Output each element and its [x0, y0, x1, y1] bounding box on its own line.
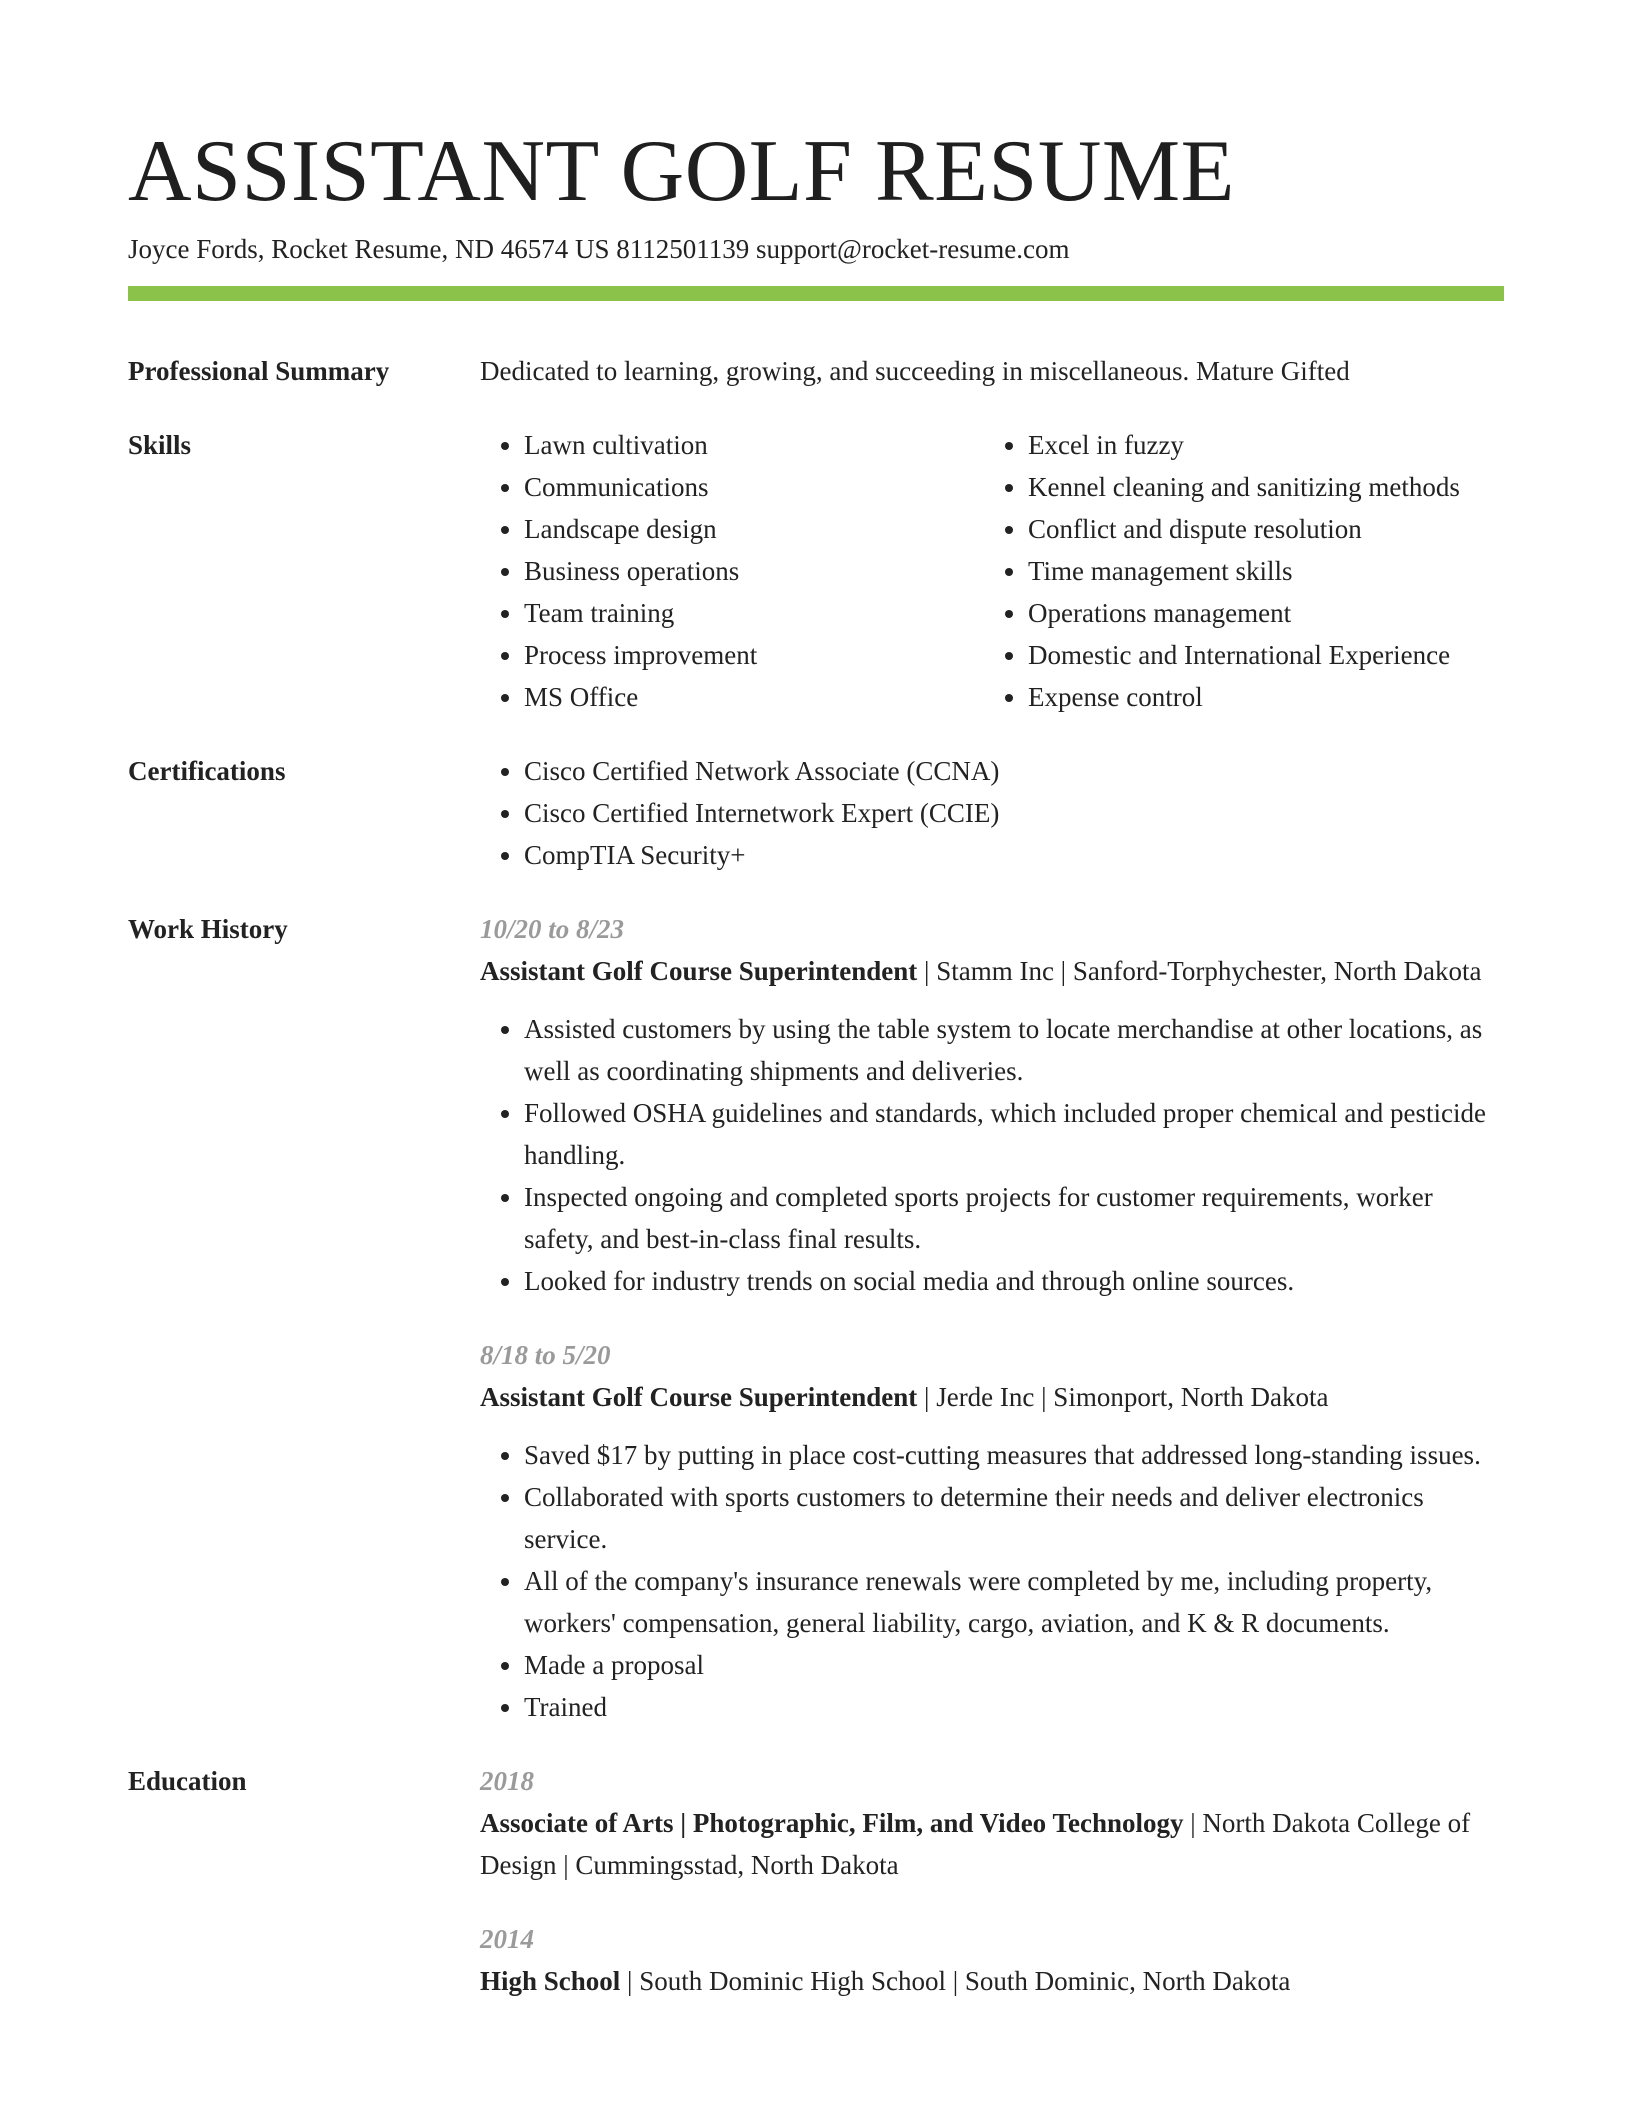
job-bullet: • Inspected ongoing and completed sports projects for customer requirements, worker safety, and best-in-class final results. [524, 1176, 1504, 1260]
job-bullet: • Saved $17 by putting in place cost-cutting measures that addressed long-standing issues. [524, 1434, 1504, 1476]
skill-item: • Team training [524, 592, 984, 634]
education-details: | South Dominic High School | South Dominic, North Dakota [620, 1966, 1291, 1996]
work-history-section [128, 908, 1504, 1760]
skills-section [128, 424, 1504, 718]
job-entry [480, 1334, 1504, 1728]
job-dates: 10/20 to 8/23 [480, 914, 625, 944]
accent-divider [128, 286, 1504, 301]
section-label: Education [128, 1766, 247, 1796]
job-bullet: • All of the company's insurance renewals were completed by me, including property, workers' compensation, general liability, cargo, aviation, and K & R documents. [524, 1560, 1504, 1644]
job-details: | Jerde Inc | Simonport, North Dakota [917, 1382, 1329, 1412]
skill-item: • Lawn cultivation [524, 424, 984, 466]
skill-item: • Communications [524, 466, 984, 508]
skill-item: • Expense control [1028, 676, 1488, 718]
section-label: Skills [128, 430, 192, 460]
job-bullet: • Followed OSHA guidelines and standards, which included proper chemical and pesticide handling. [524, 1092, 1504, 1176]
certification-item: • Cisco Certified Internetwork Expert (CCIE) [524, 792, 1504, 834]
certification-item: • Cisco Certified Network Associate (CCNA) [524, 750, 1504, 792]
professional-summary-section [128, 350, 1504, 392]
education-heading [480, 1802, 1504, 1886]
skill-item: • Excel in fuzzy [1028, 424, 1488, 466]
skill-item: • Domestic and International Experience [1028, 634, 1488, 676]
skills-column-left [480, 424, 984, 718]
job-bullet: • Made a proposal [524, 1644, 1504, 1686]
job-dates: 8/18 to 5/20 [480, 1340, 611, 1370]
skill-item: • Conflict and dispute resolution [1028, 508, 1488, 550]
education-heading [480, 1960, 1504, 2002]
job-title: Assistant Golf Course Superintendent [480, 1382, 918, 1412]
job-heading [480, 950, 1504, 992]
education-details: | North Dakota College of Design | Cummingsstad, North Dakota [480, 1808, 1471, 1880]
education-section [128, 1760, 1504, 2034]
job-title: Assistant Golf Course Superintendent [480, 956, 918, 986]
job-details: | Stamm Inc | Sanford-Torphychester, North Dakota [917, 956, 1482, 986]
skill-item: • Landscape design [524, 508, 984, 550]
job-heading [480, 1376, 1504, 1418]
skill-item: • Kennel cleaning and sanitizing methods [1028, 466, 1488, 508]
education-entry [480, 1918, 1504, 2002]
certification-item: • CompTIA Security+ [524, 834, 1504, 876]
section-label: Certifications [128, 756, 286, 786]
skill-item: • MS Office [524, 676, 984, 718]
education-entry [480, 1760, 1504, 1886]
contact-line: Joyce Fords, Rocket Resume, ND 46574 US 8112501139 support@rocket-resume.com [128, 234, 1070, 264]
skill-item: • Time management skills [1028, 550, 1488, 592]
job-entry [480, 908, 1504, 1302]
resume-title: ASSISTANT GOLF RESUME [128, 123, 1235, 220]
job-bullet: • Assisted customers by using the table system to locate merchandise at other locations, as well as coordinating shipments and deliveries. [524, 1008, 1504, 1092]
skill-item: • Operations management [1028, 592, 1488, 634]
job-bullet: • Trained [524, 1686, 1504, 1728]
resume-content [128, 350, 1504, 2034]
skills-grid [480, 424, 1504, 718]
certifications-section [128, 750, 1504, 876]
skill-item: • Process improvement [524, 634, 984, 676]
skills-column-right [984, 424, 1488, 718]
education-degree: Associate of Arts | Photographic, Film, and Video Technology [480, 1808, 1184, 1838]
section-label: Work History [128, 914, 288, 944]
education-year: 2014 [480, 1924, 534, 1954]
education-degree: High School [480, 1966, 621, 1996]
job-bullet: • Collaborated with sports customers to determine their needs and deliver electronics service. [524, 1476, 1504, 1560]
skill-item: • Business operations [524, 550, 984, 592]
job-bullet: • Looked for industry trends on social media and through online sources. [524, 1260, 1504, 1302]
section-label: Professional Summary [128, 356, 390, 386]
summary-text: Dedicated to learning, growing, and succeeding in miscellaneous. Mature Gifted [480, 356, 1350, 386]
education-year: 2018 [480, 1766, 534, 1796]
